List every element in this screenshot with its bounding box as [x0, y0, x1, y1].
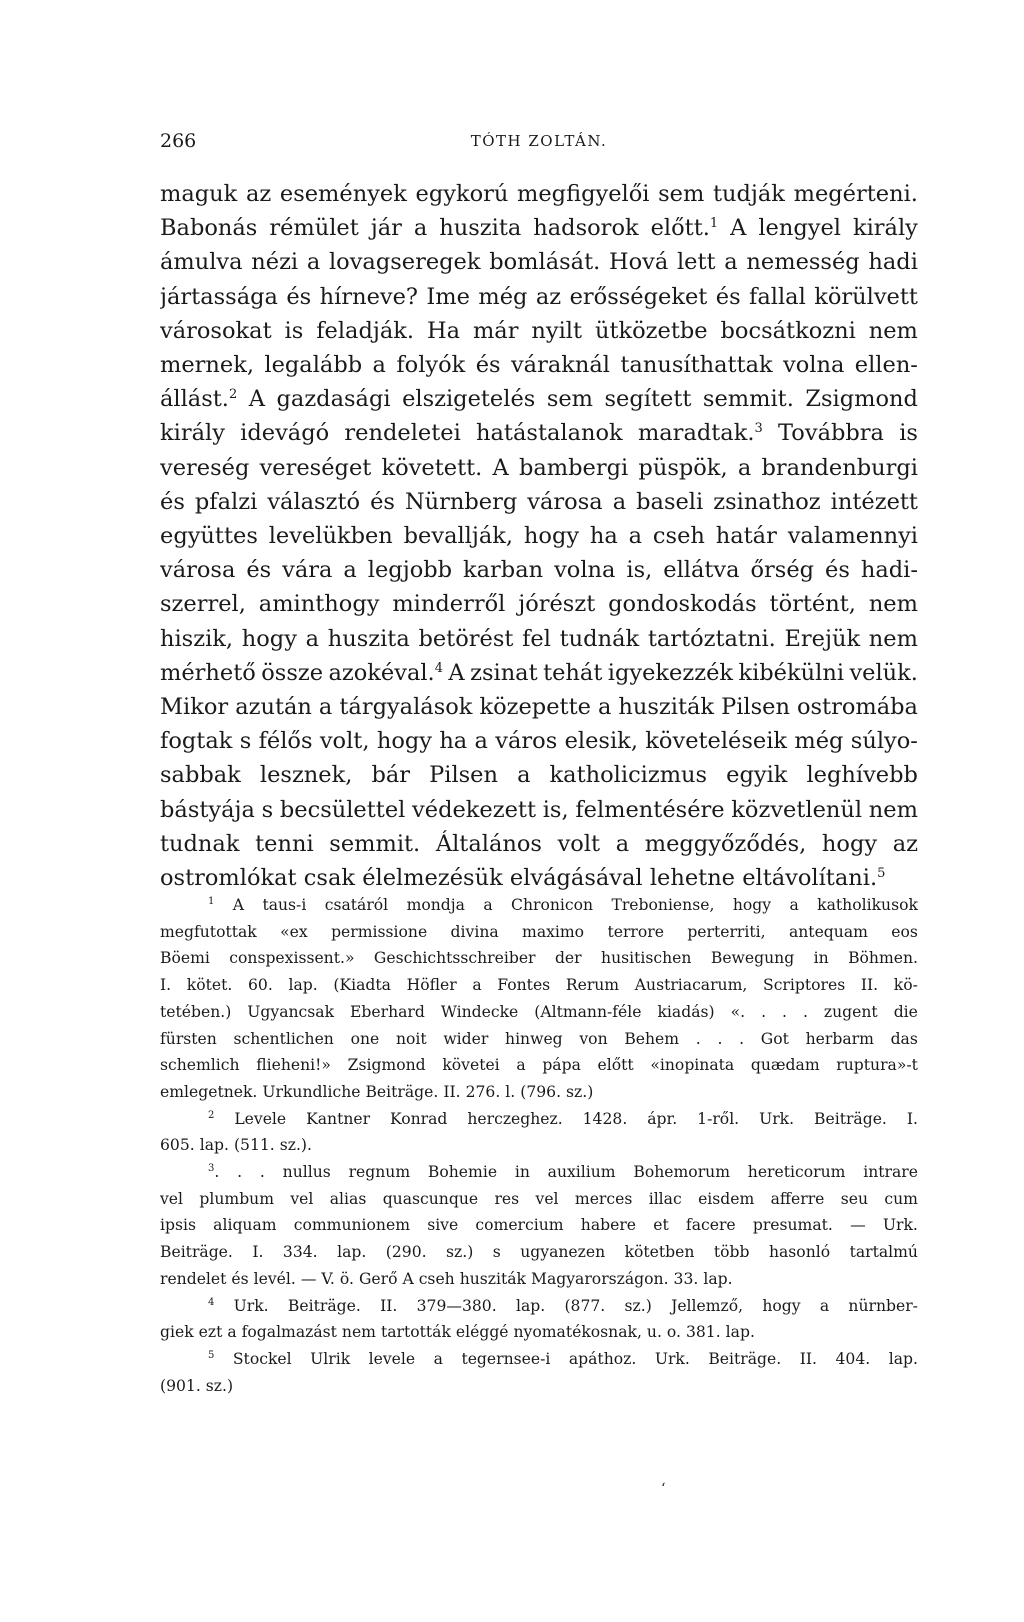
body-line: ámulva nézi a lovagseregek bomlását. Hová lett a nemesség hadi [160, 249, 918, 276]
body-line: hiszik, hogy a huszita betörést fel tudnák tartóztatni. Erejük nem [160, 625, 918, 652]
footnote-line: $^3$. . . nullus regnum Bohemie in auxilium Bohemorum hereticorum intrare [208, 1163, 918, 1182]
footnote-line: emlegetnek. Urkundliche Beiträge. II. 276. l. (796. sz.) [160, 1082, 594, 1101]
body-line: tudnak tenni semmit. Általános volt a meggyőződés, hogy az [160, 830, 918, 857]
body-line: ostromlókat csak élelmezésük elvágásával lehetne eltávolítani.$^5$ [160, 865, 886, 892]
footnote-line: I. kötet. 60. lap. (Kiadta Höfler a Fontes Rerum Austriacarum, Scriptores II. kö- [160, 976, 918, 995]
body-line: király idevágó rendeletei hatástalanok maradtak.$^3$ Továbbra is [160, 420, 918, 447]
footnote-line: schemlich flieheni!» Zsigmond követei a pápa előtt «inopinata quædam ruptura»-t [160, 1056, 918, 1075]
body-line: vereség vereséget követett. A bambergi püspök, a brandenburgi [160, 454, 918, 481]
body-line: sabbak lesznek, bár Pilsen a katholicizmus egyik leghívebb [160, 762, 918, 789]
body-line: városokat is feladják. Ha már nyilt ütközetbe bocsátkozni nem [160, 317, 918, 344]
page-header [160, 130, 918, 160]
body-line: mérhető össze azokéval.$^4$ A zsinat tehát igyekezzék kibékülni velük. [160, 659, 918, 686]
footnote-line: tetében.) Ugyancsak Eberhard Windecke (Altmann-féle kiadás) «. . . . zugent die [160, 1002, 918, 1021]
body-line: mernek, legalább a folyók és váraknál tanusíthattak volna ellen- [160, 352, 918, 379]
running-head: TÓTH ZOLTÁN. [470, 132, 608, 150]
footnote-line: megfutottak «ex permissione divina maximo terrore perterriti, antequam eos [160, 922, 918, 941]
body-line: Babonás rémület jár a huszita hadsorok előtt.$^1$ A lengyel király [160, 215, 918, 242]
footnote-line: Beiträge. I. 334. lap. (290. sz.) s ugyanezen kötetben több hasonló tartalmú [160, 1243, 918, 1262]
body-text [160, 177, 918, 895]
stray-ink-mark: ʻ [661, 1481, 666, 1497]
footnote-line: vel plumbum vel alias quascunque res vel merces illac eisdem afferre seu cum [160, 1189, 918, 1208]
body-line: maguk az események egykorú megfigyelői sem tudják megérteni. [160, 181, 918, 207]
body-line: jártassága és hírneve? Ime még az erősségeket és fallal körülvett [160, 283, 918, 310]
footnote-line: $^2$ Levele Kantner Konrad herczeghez. 1428. ápr. 1-ről. Urk. Beiträge. I. [208, 1109, 918, 1128]
footnote-line: $^5$ Stockel Ulrik levele a tegernsee-i apáthoz. Urk. Beiträge. II. 404. lap. [208, 1349, 918, 1368]
body-line: szerrel, aminthogy minderről jórészt gondoskodás történt, nem [160, 591, 918, 618]
footnote-line: Böemi conspexissent.» Geschichtsschreiber der husitischen Bewegung in Böhmen. [160, 949, 918, 968]
body-line: állást.$^2$ A gazdasági elszigetelés sem segített semmit. Zsigmond [160, 386, 918, 413]
body-line: Mikor azután a tárgyalások közepette a husziták Pilsen ostromába [160, 694, 918, 721]
body-line: városa és vára a legjobb karban volna is, ellátva őrség és hadi- [160, 557, 918, 584]
body-line: bástyája s becsülettel védekezett is, felmentésére közvetlenül nem [160, 796, 918, 823]
footnote-line: $^1$ A taus-i csatáról mondja a Chronicon Treboniense, hogy a katholikusok [208, 896, 918, 914]
footnote-line: $^4$ Urk. Beiträge. II. 379—380. lap. (877. sz.) Jellemző, hogy a nürnber- [208, 1296, 918, 1315]
body-line: együttes levelükben bevallják, hogy ha a cseh határ valamennyi [160, 523, 918, 550]
footnote-line: (901. sz.) [160, 1376, 234, 1395]
footnote-line: rendelet és levél. — V. ö. Gerő A cseh husziták Magyarországon. 33. lap. [160, 1269, 733, 1288]
page-number: 266 [160, 130, 197, 152]
footnote-line: fürsten schentlichen one noit wider hinweg von Behem . . . Got herbarm das [160, 1029, 918, 1048]
body-line: fogtak s félős volt, hogy ha a város elesik, követeléseik még súlyo- [160, 728, 918, 755]
footnote-line: 605. lap. (511. sz.). [160, 1136, 312, 1155]
footnote-line: ipsis aliquam communionem sive comercium habere et facere presumat. — Urk. [160, 1216, 918, 1235]
footnote-line: giek ezt a fogalmazást nem tartották eléggé nyomatékosnak, u. o. 381. lap. [160, 1323, 755, 1342]
footnotes [160, 892, 918, 1399]
body-line: és pfalzi választó és Nürnberg városa a baseli zsinathoz intézett [160, 488, 918, 515]
